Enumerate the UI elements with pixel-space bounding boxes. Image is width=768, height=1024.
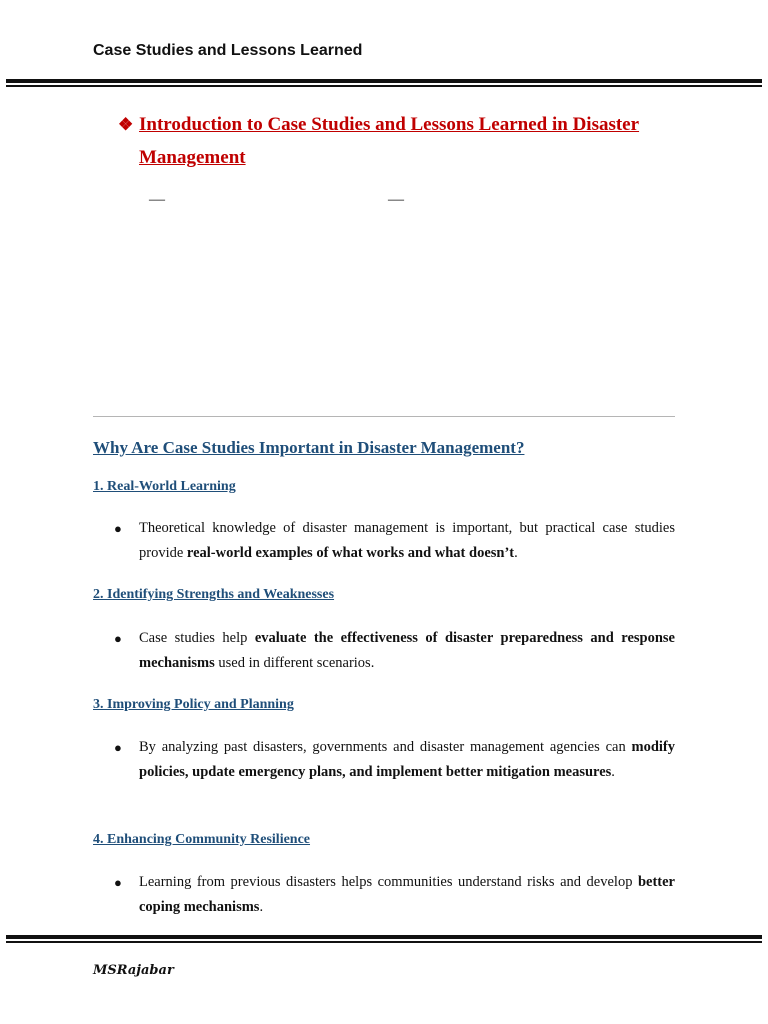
page-header-title: Case Studies and Lessons Learned — [93, 42, 363, 59]
paragraph-bold-text: modify policies, update emergency plans, and implement better mitigation measures — [139, 739, 675, 780]
bullet-paragraph — [114, 735, 675, 785]
intro-title: Introduction to Case Studies and Lessons Learned in Disaster Management — [139, 114, 640, 168]
subsection-heading: 2. Identifying Strengths and Weaknesses — [93, 587, 335, 602]
paragraph-text: Case studies help — [139, 630, 255, 646]
diamond-bullet-icon: ❖ — [118, 115, 134, 134]
paragraph-text: used in different scenarios. — [214, 655, 375, 671]
subsection-heading: 3. Improving Policy and Planning — [93, 697, 294, 712]
bullet-dot-icon: ● — [114, 875, 122, 890]
section-heading: Why Are Case Studies Important in Disaster Management? — [93, 438, 525, 457]
header-rule-thick — [6, 79, 762, 83]
paragraph-text: By analyzing past disasters, governments and disaster management agencies can — [139, 739, 632, 755]
bullet-paragraph — [114, 626, 675, 676]
bullet-dot-icon: ● — [114, 631, 122, 646]
bullet-paragraph — [114, 870, 675, 920]
paragraph-text: Learning from previous disasters helps communities understand risks and develop — [139, 874, 638, 890]
paragraph-text: . — [514, 545, 518, 561]
paragraph-bold-text: real-world examples of what works and what doesn’t — [186, 545, 515, 561]
bullet-dot-icon: ● — [114, 740, 122, 755]
footer-rule-thin — [6, 941, 762, 943]
bullet-paragraph — [114, 516, 675, 566]
paragraph-bold-text: evaluate the effectiveness of disaster preparedness and response mechanisms — [139, 630, 675, 671]
paragraph-text: Theoretical knowledge of disaster management is important, but practical case studies provide — [139, 520, 675, 561]
subsection-heading: 4. Enhancing Community Resilience — [93, 832, 311, 847]
paragraph-bold-text: better coping mechanisms — [139, 874, 675, 915]
paragraph-text: . — [259, 899, 264, 915]
header-rule-thin — [6, 85, 762, 87]
bullet-dot-icon: ● — [114, 521, 122, 536]
subsection-heading: 1. Real-World Learning — [93, 479, 236, 494]
section-divider — [93, 416, 675, 417]
paragraph-text: . — [611, 764, 615, 780]
placeholder-dash: — — [149, 191, 165, 208]
footer-signature: MSRajabar — [93, 963, 174, 978]
footer-rule-thick — [6, 935, 762, 939]
intro-heading — [118, 108, 688, 174]
placeholder-dash: — — [388, 191, 404, 208]
